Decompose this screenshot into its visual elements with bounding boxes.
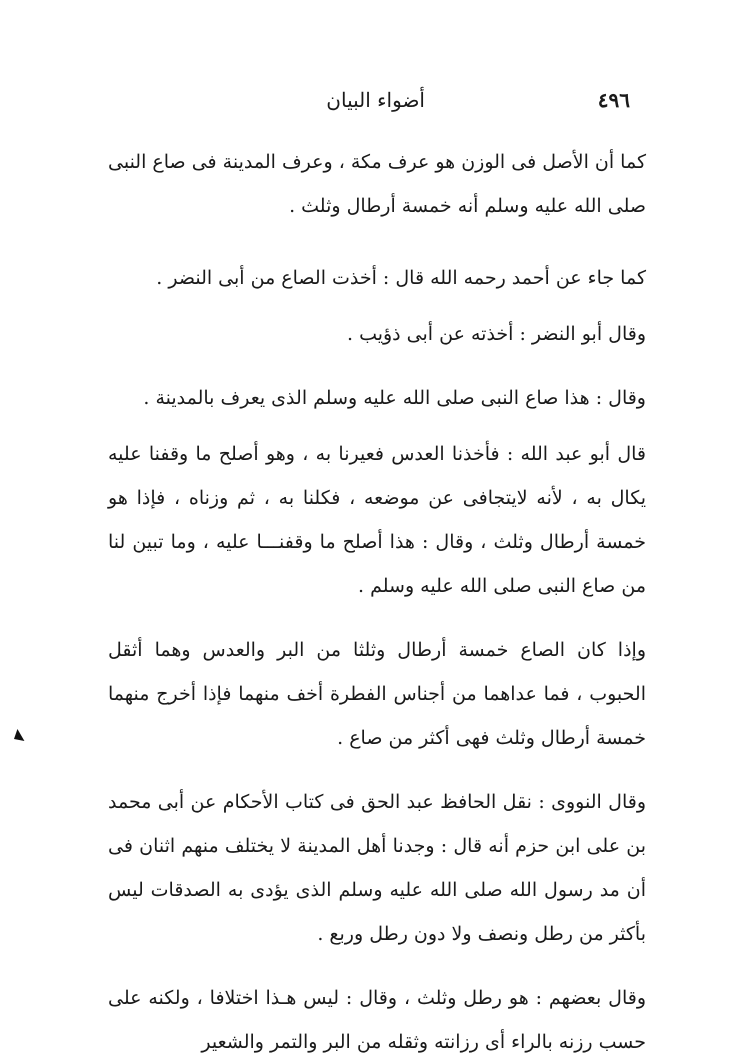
page-number: ٤٩٦ bbox=[597, 88, 630, 112]
paragraph: كما جاء عن أحمد رحمه الله قال : أخذت الصاع من أبى النضر . bbox=[156, 267, 646, 289]
paragraph: وإذا كان الصاع خمسة أرطال وثلثا من البر والعدس وهما أثقل الحبوب ، فما عداهما من أجناس الفطرة أخف منهما فإذا أخرج منهما خمسة أرطال وثلث فهى أكثر من صاع . bbox=[108, 639, 646, 749]
page-header bbox=[110, 88, 630, 118]
paragraph: وقال : هذا صاع النبى صلى الله عليه وسلم الذى يعرف بالمدينة . bbox=[143, 387, 646, 409]
paragraph: وقال بعضهم : هو رطل وثلث ، وقال : ليس هـذا اختلافا ، ولكنه على حسب رزنه بالراء أى رزانته وثقله من البر والتمر والشعير bbox=[108, 987, 646, 1053]
paragraph: قال أبو عبد الله : فأخذنا العدس فعيرنا به ، وهو أصلح ما وقفنا عليه يكال به ، لأنه لايتجافى عن موضعه ، فكلنا به ، ثم وزناه ، فإذا هو خمسة أرطال وثلث ، وقال : هذا أصلح ما وقفنـــا عليه ، وما تبين لنا من صاع النبى صلى الله عليه وسلم . bbox=[108, 443, 646, 597]
paragraph: كما أن الأصل فى الوزن هو عرف مكة ، وعرف المدينة فى صاع النبى صلى الله عليه وسلم أنه خمسة أرطال وثلث . bbox=[108, 151, 646, 217]
paragraph: وقال النووى : نقل الحافظ عبد الحق فى كتاب الأحكام عن أبى محمد بن على ابن حزم أنه قال : وجدنا أهل المدينة لا يختلف منهم اثنان فى أن مد رسول الله صلى الله عليه وسلم الذى يؤدى به الصدقات ليس بأكثر من رطل ونصف ولا دون رطل وربع . bbox=[108, 791, 646, 945]
paragraph: وقال أبو النضر : أخذته عن أبى ذؤيب . bbox=[346, 323, 646, 345]
body-text bbox=[108, 140, 646, 1064]
margin-arrow-icon bbox=[4, 729, 25, 749]
running-title: أضواء البيان bbox=[326, 88, 425, 112]
